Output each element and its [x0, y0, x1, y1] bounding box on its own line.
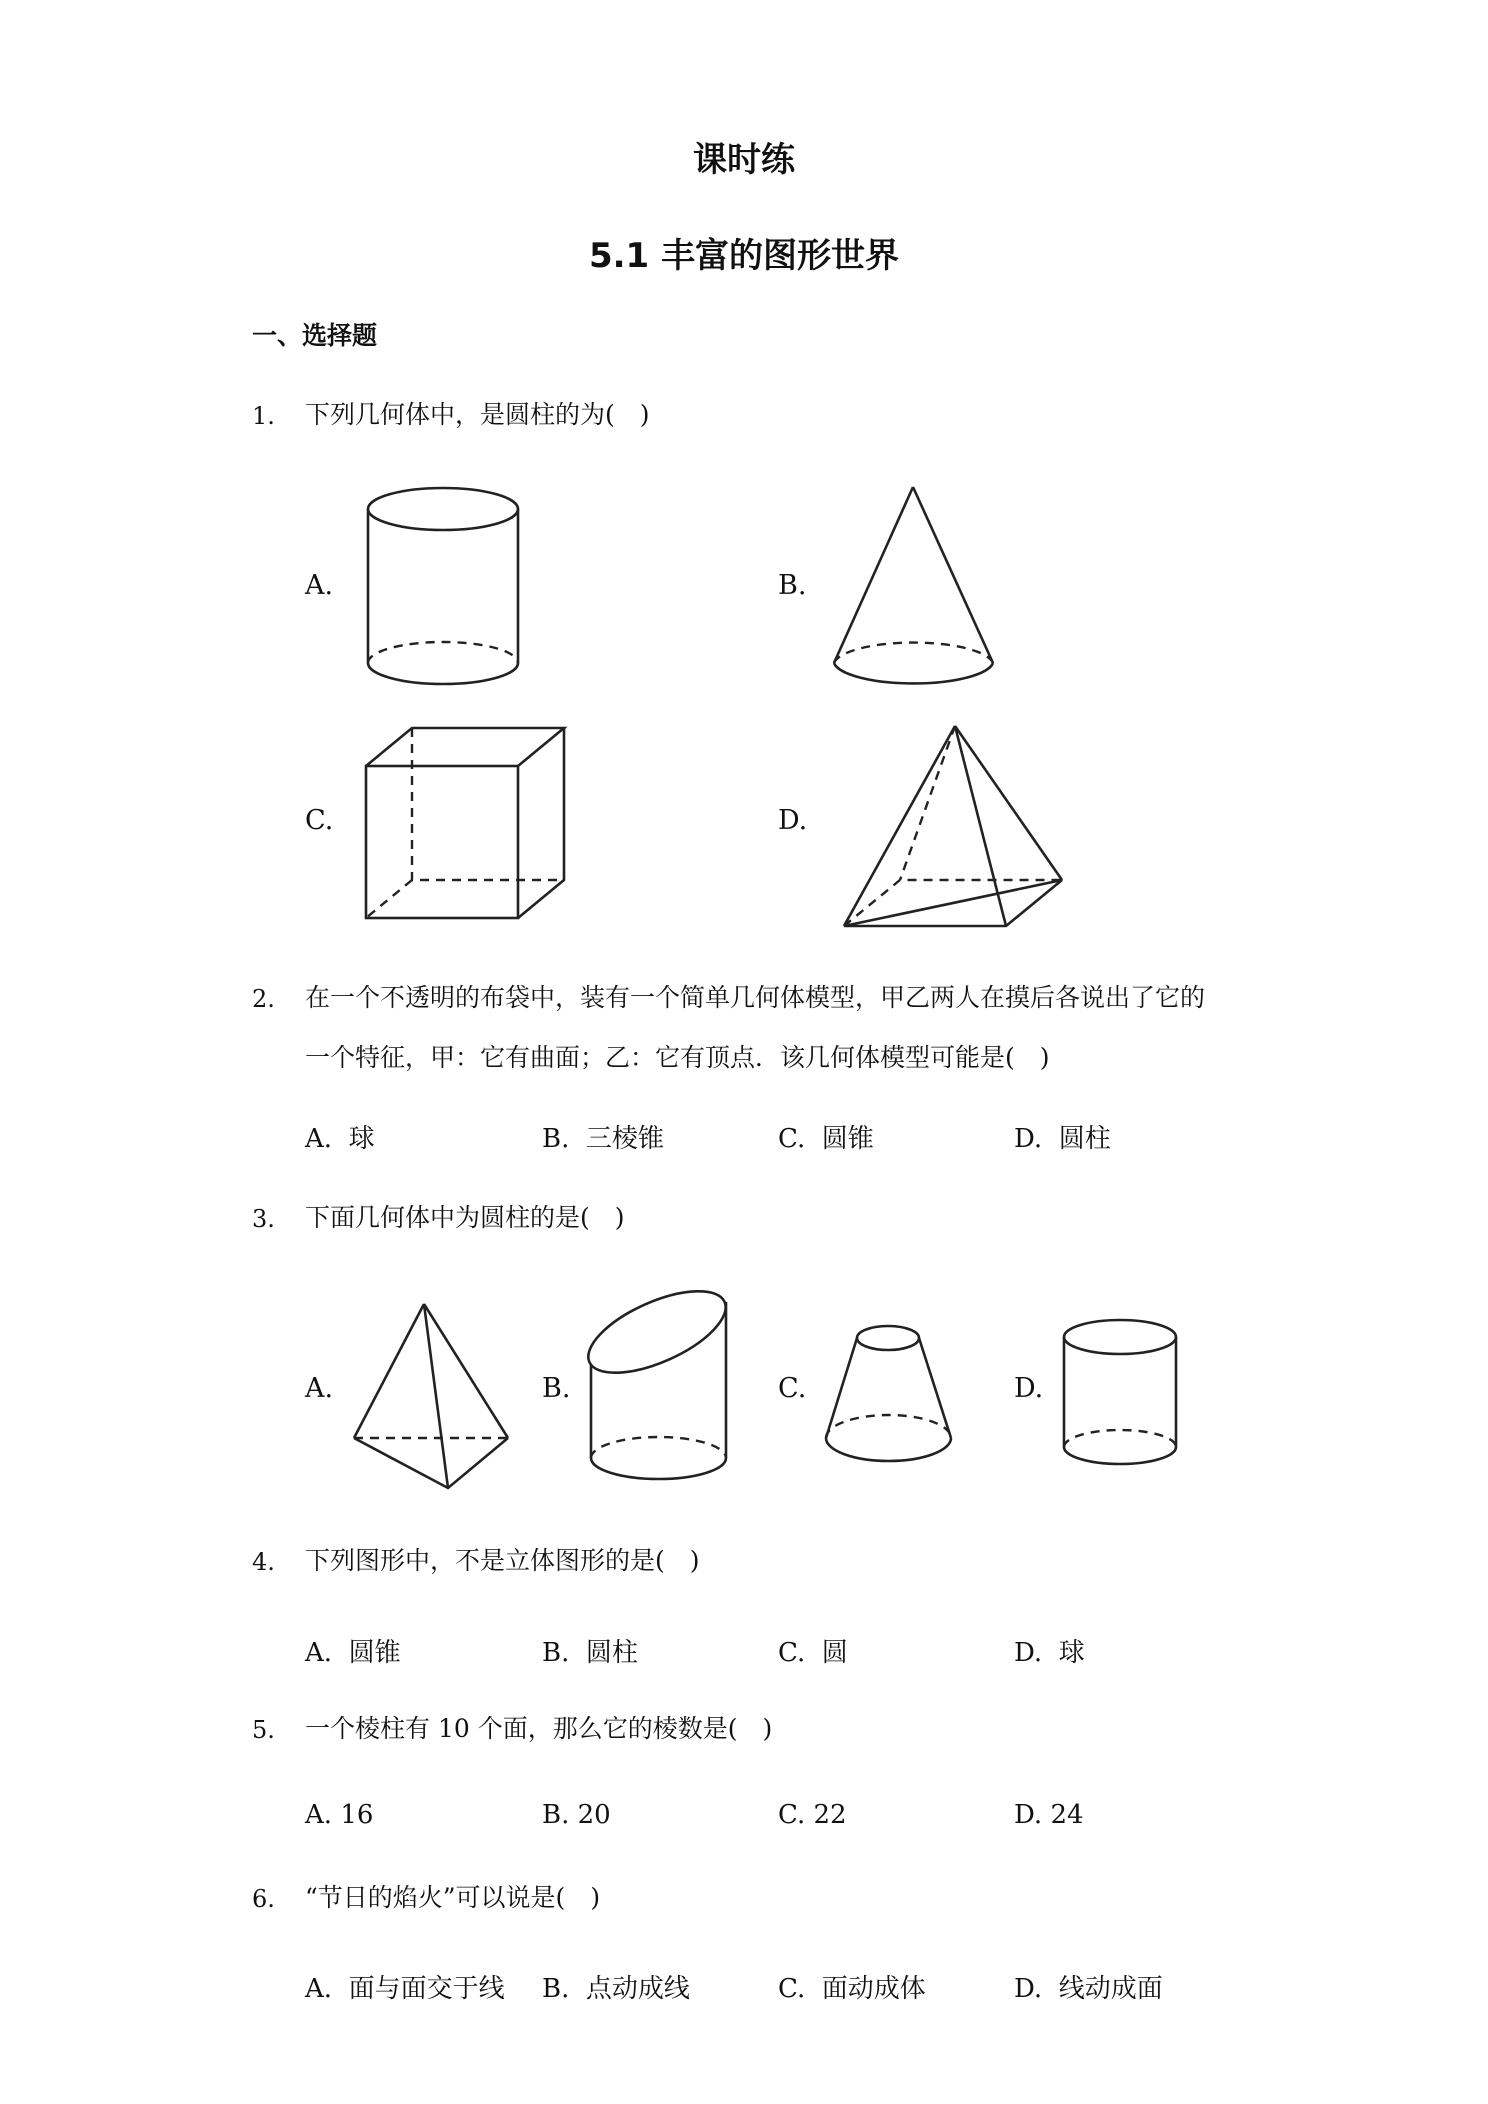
option-label[interactable]: C.: [305, 805, 334, 836]
option-label[interactable]: A.: [305, 1373, 334, 1404]
option-b[interactable]: [542, 1968, 690, 2005]
page-subtitle: 5.1 丰富的图形世界: [588, 236, 900, 276]
option-label: D.: [1014, 1638, 1043, 1668]
option-b[interactable]: [542, 1632, 638, 1669]
option-a[interactable]: [305, 1118, 375, 1155]
option-c[interactable]: [778, 1632, 848, 1669]
question-number: 5.: [252, 1716, 275, 1744]
option-label: C.: [778, 1124, 806, 1154]
question-text: 下列图形中，不是立体图形的是( ): [305, 1546, 700, 1575]
question-text-line-2: 一个特征，甲：它有曲面；乙：它有顶点．该几何体模型可能是( ): [305, 1043, 1050, 1072]
question-text-line-1: 在一个不透明的布袋中，装有一个简单几何体模型，甲乙两人在摸后各说出了它的: [305, 983, 1206, 1012]
section-heading: 一、选择题: [252, 321, 378, 350]
option-label: B.: [542, 1800, 570, 1830]
option-label[interactable]: C.: [778, 1373, 807, 1404]
option-a[interactable]: [305, 1968, 505, 2005]
option-text: 点动成线: [585, 1974, 690, 2004]
option-text: 面与面交于线: [348, 1974, 505, 2004]
question-number: 1.: [252, 402, 275, 430]
question-number: 4.: [252, 1548, 275, 1576]
option-label: C.: [778, 1800, 806, 1830]
square-pyramid-icon: [840, 720, 1080, 940]
option-b[interactable]: [542, 1118, 664, 1155]
option-c[interactable]: [778, 1968, 926, 2005]
option-text: 三棱锥: [585, 1124, 664, 1154]
option-label: B.: [542, 1974, 570, 2004]
option-label[interactable]: B.: [778, 570, 807, 601]
question-text: “节日的焰火”可以说是( ): [305, 1883, 601, 1912]
option-text: 圆锥: [348, 1638, 401, 1668]
option-text: 24: [1050, 1800, 1084, 1830]
option-d[interactable]: [1014, 1118, 1111, 1155]
question-number: 3.: [252, 1205, 275, 1233]
option-text: 球: [348, 1124, 375, 1154]
triangular-pyramid-icon: [350, 1300, 520, 1495]
option-text: 20: [577, 1800, 611, 1830]
option-text: 圆锥: [821, 1124, 874, 1154]
option-label: C.: [778, 1638, 806, 1668]
question-number: 2.: [252, 985, 275, 1013]
option-label: A.: [305, 1124, 333, 1154]
option-label: D.: [1014, 1124, 1043, 1154]
option-text: 线动成面: [1058, 1974, 1163, 2004]
option-d[interactable]: [1014, 1968, 1163, 2005]
slanted-cylinder-icon: [585, 1290, 735, 1495]
option-label[interactable]: D.: [778, 805, 808, 836]
option-label[interactable]: D.: [1014, 1373, 1044, 1404]
option-a[interactable]: [305, 1800, 373, 1830]
option-label: A.: [305, 1638, 333, 1668]
option-label: D.: [1014, 1974, 1043, 2004]
option-text: 圆柱: [585, 1638, 638, 1668]
page-title: 课时练: [693, 140, 795, 180]
option-a[interactable]: [305, 1632, 401, 1669]
option-text: 16: [340, 1800, 374, 1830]
cube-icon: [360, 720, 580, 930]
option-d[interactable]: [1014, 1800, 1084, 1830]
option-label: A.: [305, 1974, 333, 2004]
option-text: 面动成体: [821, 1974, 926, 2004]
option-c[interactable]: [778, 1118, 874, 1155]
cone-icon: [830, 485, 1010, 695]
option-c[interactable]: [778, 1800, 847, 1830]
option-text: 22: [813, 1800, 847, 1830]
frustum-icon: [820, 1320, 960, 1470]
option-text: 圆柱: [1058, 1124, 1111, 1154]
question-text: 下面几何体中为圆柱的是( ): [305, 1203, 625, 1232]
option-b[interactable]: [542, 1800, 611, 1830]
option-text: 球: [1058, 1638, 1085, 1668]
question-text: 下列几何体中，是圆柱的为( ): [305, 400, 650, 429]
question-text: 一个棱柱有 10 个面，那么它的棱数是( ): [305, 1714, 773, 1743]
option-d[interactable]: [1014, 1632, 1085, 1669]
cylinder-icon: [360, 485, 530, 695]
option-label: D.: [1014, 1800, 1043, 1830]
option-label: C.: [778, 1974, 806, 2004]
option-label: B.: [542, 1638, 570, 1668]
option-label[interactable]: B.: [542, 1373, 571, 1404]
option-label: A.: [305, 1800, 333, 1830]
cylinder-icon: [1062, 1317, 1187, 1477]
option-label[interactable]: A.: [305, 570, 334, 601]
option-text: 圆: [821, 1638, 848, 1668]
option-label: B.: [542, 1124, 570, 1154]
question-number: 6.: [252, 1885, 275, 1913]
